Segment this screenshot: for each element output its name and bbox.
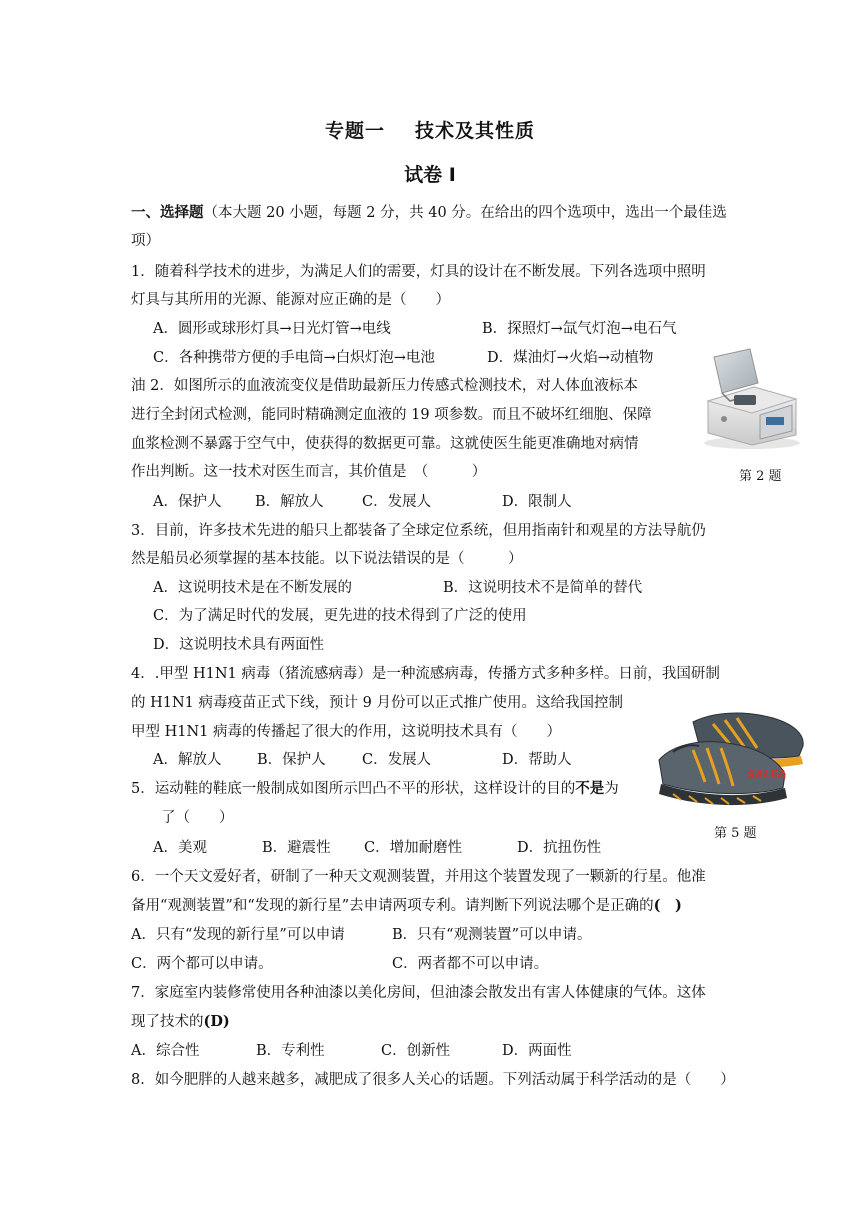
q1-option-b: B．探照灯→氙气灯泡→电石气 <box>482 321 677 337</box>
q2-stem-line3: 血浆检测不暴露于空气中，使获得的数据更可靠。这就使医生能更准确地对病情 <box>131 436 639 452</box>
q6-stem-line1: 6．一个天文爱好者，研制了一种天文观测装置，并用这个装置发现了一颗新的行星。他准 <box>131 869 706 885</box>
q5-emphasis: 不是 <box>575 780 605 797</box>
q5-stem-text: 5．运动鞋的鞋底一般制成如图所示凹凸不平的形状，这样设计的目的 <box>131 781 576 797</box>
q2-option-b: B．解放人 <box>255 494 324 510</box>
topic-label: 专题一 <box>324 120 385 142</box>
q4-option-b: B．保护人 <box>257 752 326 768</box>
q2-option-c: C．发展人 <box>362 494 432 510</box>
section-desc: （本大题 20 小题，每题 2 分，共 40 分。在给出的四个选项中，选出一个最佳选 <box>203 205 727 221</box>
q4-option-d: D．帮助人 <box>502 752 572 768</box>
q1-option-a: A．圆形或球形灯具→日光灯管→电线 <box>153 321 391 337</box>
figure-2-caption: 第 2 题 <box>739 469 782 484</box>
q5-option-d: D．抗扭伤性 <box>517 840 602 856</box>
q5-stem-tail: 为 <box>604 781 619 797</box>
q1-option-c: C．各种携带方便的手电筒→白炽灯泡→电池 <box>153 350 435 366</box>
subject-label: 技术及其性质 <box>415 120 536 142</box>
section-heading <box>131 203 727 223</box>
q1-stem-line1: 1．随着科学技术的进步，为满足人们的需要，灯具的设计在不断发展。下列各选项中照明 <box>131 264 706 280</box>
q7-option-c: C．创新性 <box>381 1043 451 1059</box>
blood-rheometer-image <box>694 343 806 455</box>
q2-stem-line2: 进行全封闭式检测，能同时精确测定血液的 19 项参数。而且不破坏红细胞、保障 <box>131 407 652 423</box>
q6-option-a: A．只有“发现的新行星”可以申请 <box>131 927 345 943</box>
q2-stem-line4: 作出判断。这一技术对医生而言，其价值是 （ ） <box>131 464 487 480</box>
section-label: 一、选择题 <box>131 204 204 221</box>
q2-option-d: D．限制人 <box>502 494 572 510</box>
section-desc-line2: 项） <box>131 233 160 249</box>
q4-option-a: A．解放人 <box>153 752 222 768</box>
q3-option-b: B．这说明技术不是简单的替代 <box>443 580 643 596</box>
sports-shoes-image <box>653 704 811 816</box>
q3-stem-line1: 3．目前，许多技术先进的船只上都装备了全球定位系统，但用指南针和观星的方法导航仍 <box>131 523 706 539</box>
topic-title <box>0 116 860 143</box>
q5-option-b: B．避震性 <box>262 840 331 856</box>
q7-stem-text: 现了技术的 <box>131 1014 204 1030</box>
q3-option-d: D．这说明技术具有两面性 <box>153 637 325 653</box>
q7-option-b: B．专利性 <box>256 1043 325 1059</box>
q1-stem-line2: 灯具与其所用的光源、能源对应正确的是（ ） <box>131 292 450 308</box>
q3-stem-line2: 然是船员必须掌握的基本技能。以下说法错误的是（ ） <box>131 551 523 567</box>
q8-stem-line1: 8．如今肥胖的人越来越多，减肥成了很多人关心的话题。下列活动属于科学活动的是（ ） <box>131 1072 735 1088</box>
q6-stem-text: 备用“观测装置”和“发现的新行星”去申请两项专利。请判断下列说法哪个是正确的 <box>131 898 654 914</box>
q6-option-d: C．两者都不可以申请。 <box>392 956 549 972</box>
q1-option-d: D．煤油灯→火焰→动植物 <box>487 350 654 366</box>
q2-stem-line1: 油 2．如图所示的血液流变仪是借助最新压力传感式检测技术，对人体血液标本 <box>131 378 638 394</box>
q2-option-a: A．保护人 <box>153 494 222 510</box>
q7-stem-line2 <box>131 1012 230 1032</box>
figure-5-caption: 第 5 题 <box>714 826 757 841</box>
q3-option-c: C．为了满足时代的发展，更先进的技术得到了广泛的使用 <box>153 608 527 624</box>
q5-option-a: A．美观 <box>153 840 207 856</box>
q4-stem-line2: 的 H1N1 病毒疫苗正式下线，预计 9 月份可以正式推广使用。这给我国控制 <box>131 695 623 711</box>
q6-option-c: C．两个都可以申请。 <box>131 956 273 972</box>
q4-stem-line1: 4．.甲型 H1N1 病毒（猪流感病毒）是一种流感病毒，传播方式多种多样。日前，我国研制 <box>131 666 720 682</box>
paper-title: 试卷 I <box>404 164 456 186</box>
q7-answer: (D) <box>203 1013 230 1030</box>
q7-option-a: A．综合性 <box>131 1043 200 1059</box>
q6-stem-line2 <box>131 896 682 916</box>
q5-stem-line2: 了（ ） <box>161 810 234 826</box>
q7-option-d: D．两面性 <box>502 1043 572 1059</box>
q6-answer-paren: ( ) <box>653 897 682 914</box>
q5-stem-line1 <box>131 779 619 799</box>
q4-stem-line3: 甲型 H1N1 病毒的传播起了很大的作用，这说明技术具有（ ） <box>131 724 561 740</box>
q4-option-c: C．发展人 <box>362 752 432 768</box>
q5-option-c: C．增加耐磨性 <box>364 840 463 856</box>
q3-option-a: A．这说明技术是在不断发展的 <box>153 580 352 596</box>
shoe-logo: SALEA <box>747 768 787 781</box>
q7-stem-line1: 7．家庭室内装修常使用各种油漆以美化房间，但油漆会散发出有害人体健康的气体。这体 <box>131 985 706 1001</box>
q6-option-b: B．只有“观测装置”可以申请。 <box>392 927 592 943</box>
